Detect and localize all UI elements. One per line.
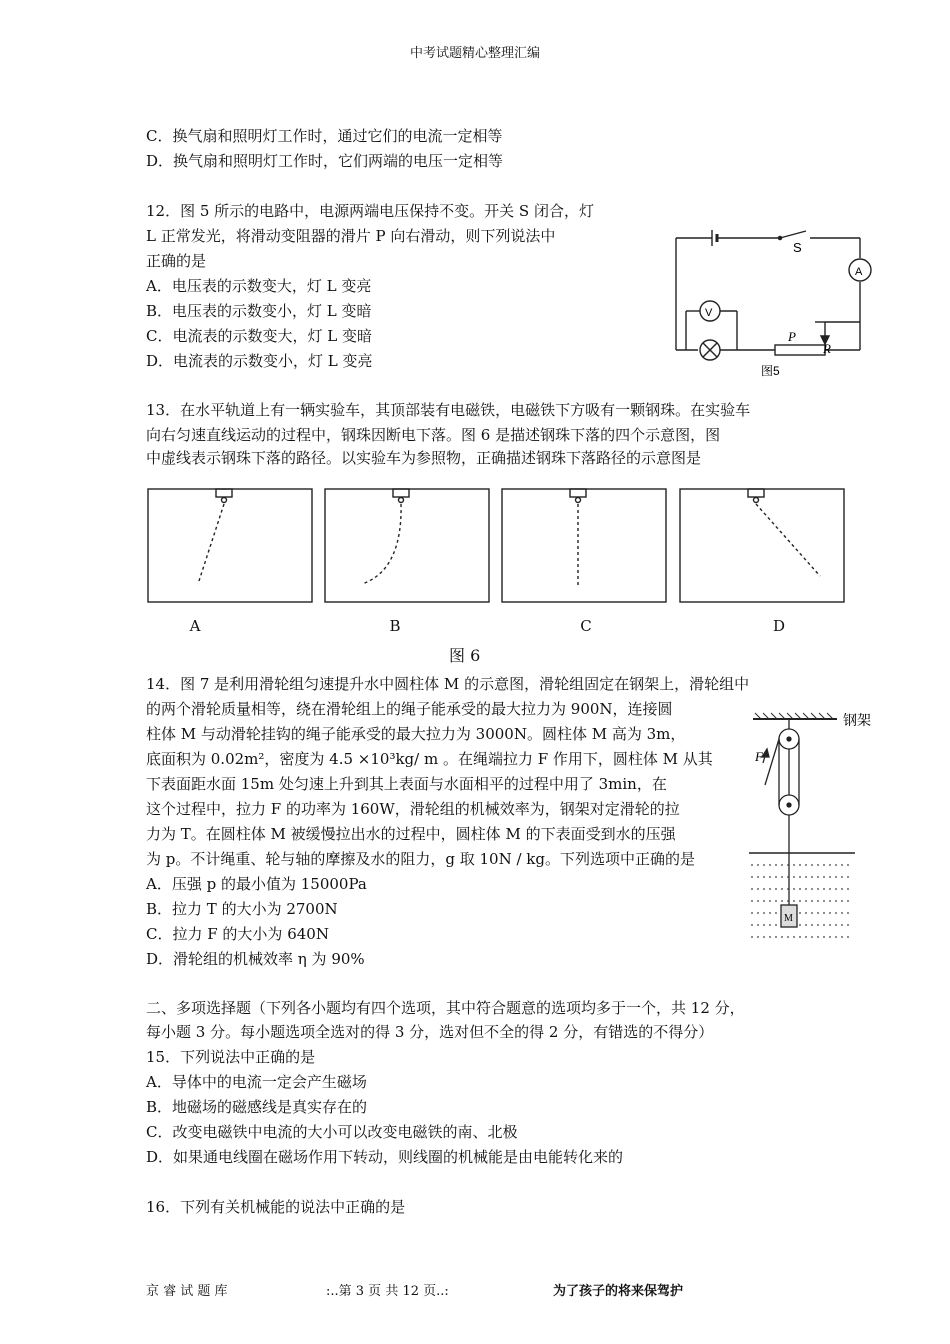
q15-option-c: C．改变电磁铁中电流的大小可以改变电磁铁的南、北极 [146,1123,518,1141]
q14-stem-line-5: 下表面距水面 15m 处匀速上升到其上表面与水面相平的过程中用了 3min，在 [146,775,667,793]
q14-option-a: A．压强 p 的最小值为 15000Pa [146,875,367,893]
q14-stem-line-1: 14．图 7 是利用滑轮组匀速提升水中圆柱体 M 的示意图，滑轮组固定在钢架上，滑轮组中 [146,675,750,693]
q12-option-b: B．电压表的示数变小，灯 L 变暗 [146,302,372,320]
ammeter-label: A [855,266,863,278]
switch-label: S [793,240,802,255]
figure-6-panels [140,482,852,612]
q14-stem-line-2: 的两个滑轮质量相等，绕在滑轮组上的绳子能承受的最大拉力为 900N，连接圆 [146,700,673,718]
q12-option-a: A．电压表的示数变大，灯 L 变亮 [146,277,372,295]
q11-option-c: C．换气扇和照明灯工作时，通过它们的电流一定相等 [146,127,503,145]
q12-option-d: D．电流表的示数变小，灯 L 变亮 [146,352,373,370]
panel-a [148,489,312,602]
section-2-heading-2: 每小题 3 分。每小题选项全选对的得 3 分，选对但不全的得 2 分，有错选的不得分） [146,1023,714,1041]
panel-a-label: A [189,617,201,635]
panel-d-label: D [772,617,786,635]
panel-c [502,489,666,602]
circuit-figure-5 [670,225,880,380]
q14-stem-line-3: 柱体 M 与动滑轮挂钩的绳子能承受的最大拉力为 3000N。圆柱体 M 高为 3m， [146,725,686,743]
voltmeter-label: V [705,307,713,319]
page-header: 中考试题精心整理汇编 [409,46,540,61]
panel-b [325,489,489,602]
q14-option-c: C．拉力 F 的大小为 640N [146,925,329,943]
footer-right: 为了孩子的将来保驾护 [553,1284,684,1299]
q12-stem-line-3: 正确的是 [146,252,207,270]
q15-option-b: B．地磁场的磁感线是真实存在的 [146,1098,368,1116]
q11-option-d: D．换气扇和照明灯工作时，它们两端的电压一定相等 [146,152,504,170]
body-label: M [784,913,793,924]
panel-b-label: B [389,617,401,635]
q14-option-d: D．滑轮组的机械效率 η 为 90% [146,950,365,968]
q14-option-b: B．拉力 T 的大小为 2700N [146,900,338,918]
q13-stem-line-2: 向右匀速直线运动的过程中，钢珠因断电下落。图 6 是描述钢珠下落的四个示意图，图 [146,426,721,444]
q12-stem-line-1: 12．图 5 所示的电路中，电源两端电压保持不变。开关 S 闭合，灯 [146,202,594,220]
q12-option-c: C．电流表的示数变大，灯 L 变暗 [146,327,372,345]
q12-stem-line-2: L 正常发光，将滑动变阻器的滑片 P 向右滑动，则下列说法中 [146,227,556,245]
force-label: F [755,749,763,764]
pulley-figure-7 [745,705,915,945]
footer-page-number: :..第 3 页 共 12 页..: [326,1284,449,1299]
frame-label: 钢架 [843,713,871,729]
figure-5-caption: 图5 [761,364,780,378]
figure-6-caption: 图 6 [449,646,481,665]
q14-stem-line-4: 底面积为 0.02m²，密度为 4.5 ×10³kg/ m 。在绳端拉力 F 作用下，圆柱体 M 从其 [146,750,713,768]
q16-stem: 16．下列有关机械能的说法中正确的是 [146,1198,406,1216]
q15-option-d: D．如果通电线圈在磁场作用下转动，则线圈的机械能是由电能转化来的 [146,1148,624,1166]
panel-c-label: C [580,617,592,635]
rheostat-symbol [775,345,825,355]
q13-stem-line-3: 中虚线表示钢珠下落的路径。以实验车为参照物，正确描述钢珠下落路径的示意图是 [146,449,702,467]
q14-stem-line-6: 这个过程中，拉力 F 的功率为 160W，滑轮组的机械效率为，钢架对定滑轮的拉 [146,800,680,818]
slider-label: P [788,329,796,344]
q14-stem-line-7: 力为 T。在圆柱体 M 被缓慢拉出水的过程中，圆柱体 M 的下表面受到水的压强 [146,825,676,843]
panel-d [680,489,844,602]
q15-option-a: A．导体中的电流一定会产生磁场 [146,1073,367,1091]
section-2-heading-1: 二、多项选择题（下列各小题均有四个选项，其中符合题意的选项均多于一个，共 12 分， [146,999,745,1017]
q13-stem-line-1: 13．在水平轨道上有一辆实验车，其顶部装有电磁铁，电磁铁下方吸有一颗钢珠。在实验车 [146,401,751,419]
q15-stem: 15．下列说法中正确的是 [146,1048,316,1066]
footer-left: 京 睿 试 题 库 [146,1284,228,1299]
q14-stem-line-8: 为 p。不计绳重、轮与轴的摩擦及水的阻力，g 取 10N / kg。下列选项中正确的是 [146,850,696,868]
rheostat-label: R [823,341,831,356]
